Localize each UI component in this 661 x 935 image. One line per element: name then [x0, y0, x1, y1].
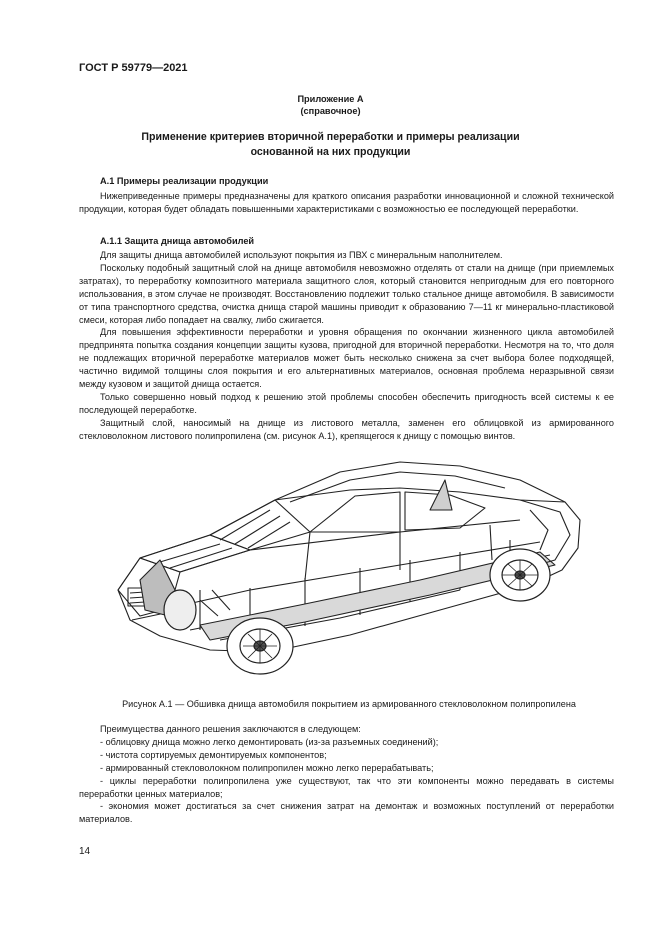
- paragraph: Защитный слой, наносимый на днище из листового металла, заменен его облицовкой из армированного стекловолокном листового полипропилена (см. рисунок А.1), крепящегося к днищу с помощью винтов.: [79, 417, 614, 441]
- page-number: 14: [79, 846, 91, 857]
- section-a11-body: [79, 249, 614, 443]
- paragraph: Поскольку подобный защитный слой на днище автомобиля невозможно отделять от стали на днище (при приемлемых затратах), то переработку композитного материала защитного слоя, который становится непригодным для его повторного использования, в этом случае не производят. Восстановлению подлежит только стальное днище автомобиля. В зависимости от типа транспортного средства, очистка днища старой машины приводит к образованию 7—11 кг минерально-пластиковой смеси, которая либо попадает на свалку, либо сжигается.: [79, 262, 614, 325]
- list-intro: Преимущества данного решения заключаются в следующем:: [100, 724, 361, 734]
- annex-title-line2: основанной на них продукции: [250, 146, 411, 158]
- paragraph: Для повышения эффективности переработки и уровня обращения по окончании жизненного цикла автомобилей предпринята попытка создания концепции защиты кузова, пригодной для вторичной переработки. Несмотря на то, что доля не подлежащих вторичной переработке материалов может быть несколько снижена за счет выбора более подходящей, частично видимой толщины слоя покрытия и его альтернативных материалов, основная проблема неразрывной связи между кузовом и защитой днища остается.: [79, 327, 614, 390]
- advantages-list: [79, 723, 614, 826]
- annex-label: Приложение А: [297, 94, 364, 104]
- car-underbody-figure: [100, 440, 600, 680]
- paragraph: Нижеприведенные примеры предназначены для краткого описания разработки инновационной и сложной технической продукции, которая будет обладать повышенными характеристиками с возможностью ее последующей переработки.: [79, 191, 614, 214]
- list-item: - чистота сортируемых демонтируемых компонентов;: [100, 749, 327, 760]
- car-cutaway-illustration: [100, 440, 600, 680]
- annex-status: (справочное): [300, 106, 361, 116]
- section-a11-heading: А.1.1 Защита днища автомобилей: [100, 236, 255, 246]
- list-item: - экономия может достигаться за счет снижения затрат на демонтаж и возможных поступлений от переработки материалов.: [79, 801, 614, 825]
- figure-caption: Рисунок А.1 — Обшивка днища автомобиля покрытием из армированного стекловолокном полипропилена: [122, 699, 576, 709]
- annex-title: [79, 130, 582, 160]
- list-item: - облицовку днища можно легко демонтировать (из-за разъемных соединений);: [100, 736, 439, 747]
- paragraph: Для защиты днища автомобилей используют покрытия из ПВХ с минеральным наполнителем.: [100, 250, 503, 260]
- list-item: - армированный стекловолокном полипропилен можно легко перерабатывать;: [100, 762, 434, 773]
- standard-code: ГОСТ Р 59779—2021: [79, 62, 188, 74]
- list-item: - циклы переработки полипропилена уже существуют, так что эти компоненты можно передавать в системы переработки ценных материалов;: [79, 775, 614, 799]
- annex-title-line1: Применение критериев вторичной переработки и примеры реализации: [141, 131, 520, 143]
- section-a1-body: [79, 190, 614, 216]
- paragraph: Только совершенно новый подход к решению этой проблемы способен обеспечить пригодность всей системы к ее последующей переработке.: [79, 391, 614, 415]
- section-a1-heading: А.1 Примеры реализации продукции: [100, 176, 269, 186]
